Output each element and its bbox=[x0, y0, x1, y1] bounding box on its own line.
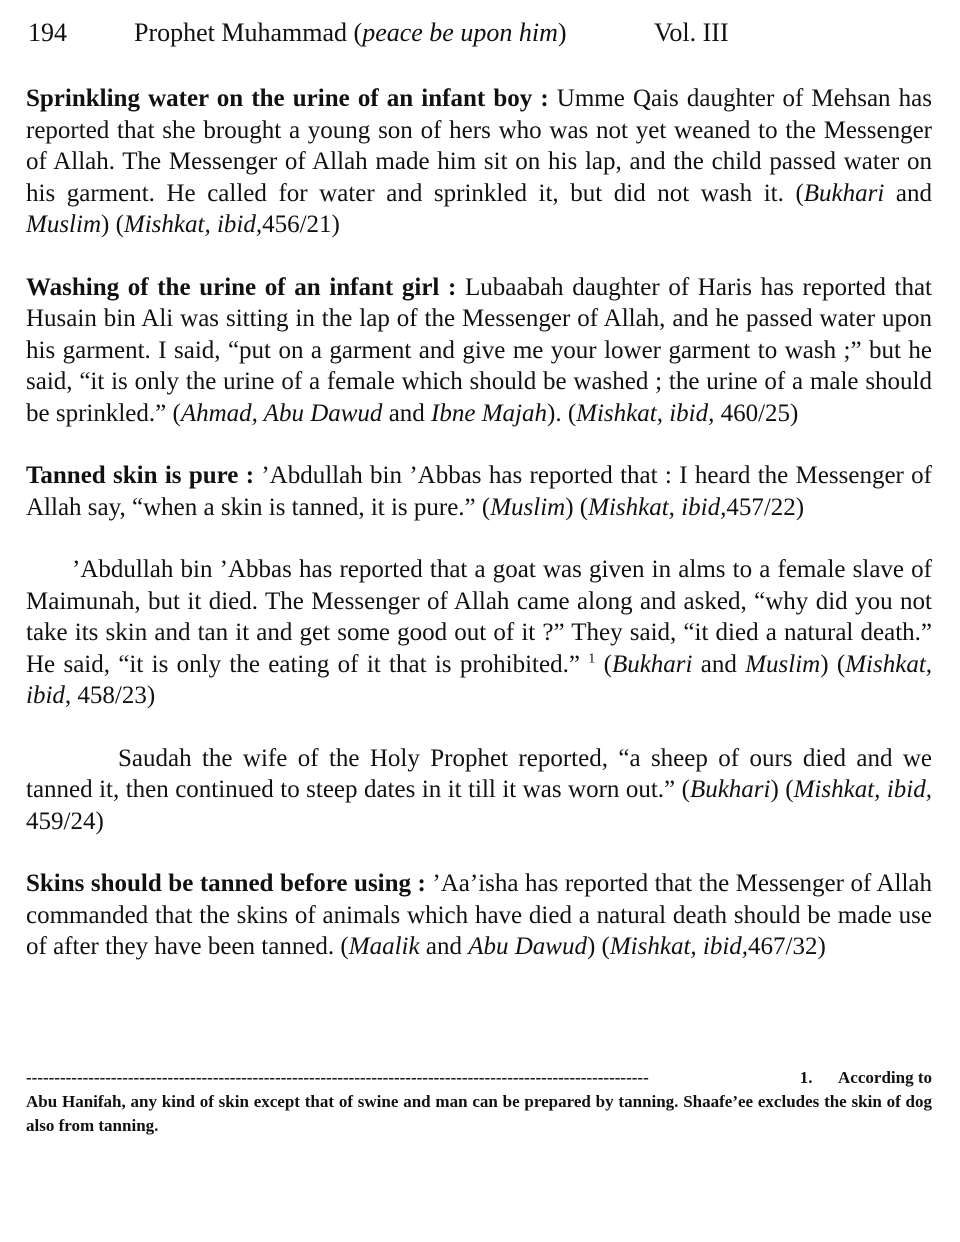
footnote-rule: -------------------------------------------------------------------------------------------------------------- bbox=[26, 1068, 649, 1087]
footnote-lead: According to bbox=[838, 1068, 932, 1087]
running-title: Prophet Muhammad (peace be upon him) bbox=[134, 18, 567, 47]
footnote-text: Abu Hanifah, any kind of skin except that of swine and man can be prepared by tanning. Shaafe’ee excludes the skin of dog also from tanning. bbox=[26, 1092, 932, 1135]
footnote-number: 1. bbox=[799, 1068, 813, 1087]
page-body bbox=[26, 83, 932, 994]
page-header bbox=[28, 18, 932, 52]
footnote bbox=[26, 1066, 932, 1138]
page-number: 194 bbox=[28, 18, 67, 47]
paragraph-saudah: Saudah the wife of the Holy Prophet reported, “a sheep of ours died and we tanned it, then continued to steep dates in it till it was worn out.” (Bukhari) (Mishkat, ibid, 459/24) bbox=[26, 744, 933, 835]
section-heading: Skins should be tanned before using : bbox=[26, 870, 426, 897]
paragraph-skins-tanned: Skins should be tanned before using : ’Aa’isha has reported that the Messenger of Allah commanded that the skins of animals which have died a natural death should be made use of after they have been tanned. (Maalik and Abu Dawud) (Mishkat, ibid,467/32) bbox=[26, 870, 932, 960]
volume-label: Vol. III bbox=[654, 18, 729, 47]
section-heading: Washing of the urine of an infant girl : bbox=[26, 273, 457, 301]
paragraph-sprinkling-water: Sprinkling water on the urine of an infant boy : Umme Qais daughter of Mehsan has reported that she brought a young son of hers who was not yet weaned to the Messenger of Allah. The Messenger of Allah made him sit on his lap, and the child passed water on his garment. He called for water and sprinkled it, but did not wash it. (Bukhari and Muslim) (Mishkat, ibid,456/21) bbox=[26, 85, 933, 238]
paragraph-tanned-skin: Tanned skin is pure : ’Abdullah bin ’Abbas has reported that : I heard the Messenger of Allah say, “when a skin is tanned, it is pure.” (Muslim) (Mishkat, ibid,457/22) bbox=[26, 462, 933, 521]
paragraph-washing-urine: Washing of the urine of an infant girl : Lubaabah daughter of Haris has reported that Husain bin Ali was sitting in the lap of the Messenger of Allah, and he passed water upon his garment. I said, “put on a garment and give me your lower garment to wash ;” but he said, “it is only the urine of a female which should be washed ; the urine of a male should be sprinkled.” (Ahmad, Abu Dawud and Ibne Majah). (Mishkat, ibid, 460/25) bbox=[26, 273, 932, 427]
paragraph-goat-alms: ’Abdullah bin ’Abbas has reported that a goat was given in alms to a female slave of Maimunah, but it died. The Messenger of Allah came along and asked, “why did you not take its skin and tan it and get some good out of it ?” They said, “it died a natural death.” He said, “it is only the eating of it that is prohibited.” $^1$ (Bukhari and Muslim) (Mishkat, ibid, 458/23) bbox=[26, 556, 933, 709]
section-heading: Tanned skin is pure : bbox=[26, 462, 255, 489]
footnote-reference: 1 bbox=[588, 651, 596, 667]
section-heading: Sprinkling water on the urine of an infant boy : bbox=[26, 85, 549, 112]
